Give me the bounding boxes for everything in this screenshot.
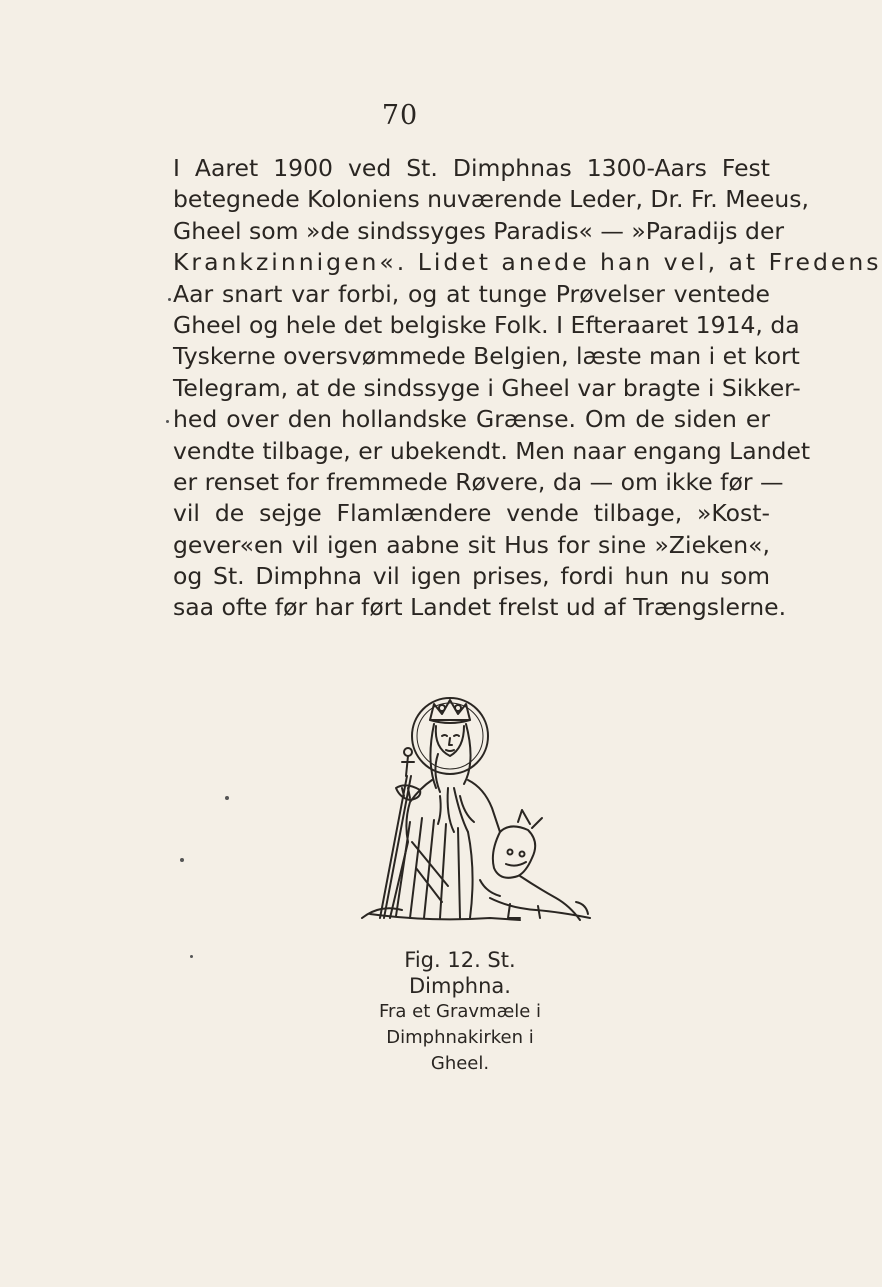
st-dimphna-illustration [350,692,610,940]
text-line: gever«en vil igen aabne sit Hus for sine »Zieken«, [173,530,770,559]
figure-caption [360,947,560,1077]
page-number: 70 [381,100,419,131]
ink-speck [168,298,171,301]
text-line: Krankzinnigen«. Lidet anede han vel, at Fredens [173,248,882,277]
devil [493,826,535,877]
caption-source: Fra et Gravmæle i [378,1001,542,1022]
text-line: Tyskerne oversvømmede Belgien, læste man i et kort [173,342,800,371]
text-line: er renset for fremmede Røvere, da — om ikke før — [173,467,784,496]
ink-speck [180,858,184,862]
ink-speck [225,796,229,800]
text-line: Telegram, at de sindssyge i Gheel var bragte i Sikker- [173,373,801,402]
caption-location: Dimphnakirken i Gheel. [386,1027,534,1074]
caption-title: Fig. 12. St. Dimphna. [404,948,516,998]
text-line: vil de sejge Flamlændere vende tilbage, »Kost- [173,499,770,528]
text-line: hed over den hollandske Grænse. Om de siden er [173,405,770,434]
text-line: og St. Dimphna vil igen prises, fordi hun nu som [173,562,770,591]
text-line: betegnede Koloniens nuværende Leder, Dr. Fr. Meeus, [173,185,809,214]
text-line: vendte tilbage, er ubekendt. Men naar engang Landet [173,436,811,465]
text-line: I Aaret 1900 ved St. Dimphnas 1300-Aars Fest [173,154,770,182]
body-text [173,153,882,624]
robe [396,818,460,918]
text-line: Gheel og hele det belgiske Folk. I Efteraaret 1914, da [173,310,800,339]
text-line: Aar snart var forbi, og at tunge Prøvelser ventede [173,279,770,308]
text-line: Gheel som »de sindssyges Paradis« — »Paradijs der [173,216,785,245]
ink-speck [190,955,193,958]
ink-speck [166,420,169,423]
text-line: saa ofte før har ført Landet frelst ud af Trængslerne. [173,593,787,622]
sword [380,756,414,918]
halo [412,698,488,774]
